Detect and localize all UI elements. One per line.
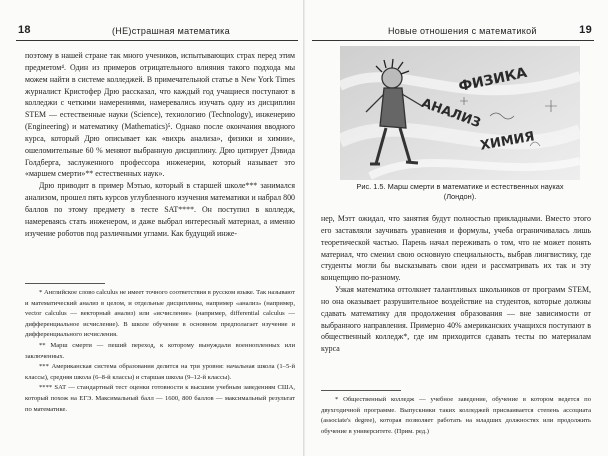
paragraph: поэтому в нашей стране так много учеников, испытывающих страх перед этим предметом⁴. Один из примеров отрицательного влияния такого подхода мы можем найти в системе колледжей. В примечательной статье в New York Times журналист Кристофер Дрю рассказал, что каждый год учащиеся поступают в колледжи с четкими намерениями, намеревались изучать одну из дисциплин STEM — естественные науки (Science), технологию (Technology), инженерию (Engineering) и математику (Mathematics)⁵. Однако после окончания вводного курса, который Дрю описывает как «вихрь анализа», физики и химии», ошеломительные 60 % меняют выбранную дисциплину. Дрю цитирует Дэвида Голдберга, заслуженного профессора инженерии, который называет это «маршем смерти»** естественных наук». bbox=[25, 51, 295, 179]
running-title-left: (НЕ)страшная математика bbox=[112, 26, 230, 36]
paragraph: Дрю приводит в пример Мэтью, который в старшей школе*** занимался анализом, прошел пять курсов углубленного изучения математики и набрал 800 баллов по этому предмету в тесте SAT****. Он поступил в колледж, намереваясь стать инженером, и даже выбрал интересный материал, а именно изучение роботов под различными углами. Как будущий инже- bbox=[25, 181, 295, 238]
page-number-right: 19 bbox=[579, 24, 592, 36]
right-running-head bbox=[312, 26, 594, 40]
footnote: * Общественный колледж — учебное заведение, обучение в котором ведется по двухгодичной программе. Выпускники таких колледжей присваивается степень ассоциата (associate's degree), которая позволяет работать на младших должностях или продолжить обучение в университете. (Прим. ред.) bbox=[321, 396, 591, 435]
footnote: ** Марш смерти — пеший переход, к которому вынуждали военнопленных или заключенных. bbox=[25, 341, 295, 360]
footnote: * Английское слово calculus не имеет точного соответствия в русском языке. Так называют и математический анализ в целом, и отдельные дисциплины, например «анализ» (например, vector calculus — векторный анализ) или «исчисление» (например, differential calculus — дифференциальное исчисление). В школе обучение в основном предполагает изучение и дифференциального исчисления. bbox=[25, 289, 295, 339]
paragraph: Узкая математика оттолкнет талантливых школьников от программ STEM, но она оказывает разрушительное воздействие на студентов, которые должны сдавать математику для продолжения образования — вне зависимости от выбранного направления. Примерно 40% американских учащихся поступают в общественный колледж*, где им приходится сдавать тесты по материалам курса bbox=[321, 285, 591, 354]
paragraph: нер, Мэтт ожидал, что занятия будут полностью прикладными. Вместо этого его заставляли заучивать уравнения и формулы, учеба ограничивалась лишь теоретической частью. Парень начал переживать о том, что не может понять материал, что сменил свою основную специальность, выбрав лингвистику, где студенты могли бы высказывать свои идеи и рассматривать их так и эту концепцию по-разному. bbox=[321, 214, 591, 283]
book-gutter bbox=[303, 0, 305, 456]
death-march-illustration bbox=[340, 46, 580, 180]
page-number-left: 18 bbox=[18, 24, 31, 36]
footnotes-left bbox=[25, 288, 295, 415]
header-rule-left bbox=[16, 40, 298, 41]
left-body-text bbox=[25, 50, 295, 240]
footnote: **** SAT — стандартный тест оценки готовности к высшим учебным заведениям США, который похож на ЕГЭ. Максимальный балл — 1600, 800 баллов — максимальный результат по математике. bbox=[25, 384, 295, 413]
left-page bbox=[16, 0, 298, 456]
word-chemistry: ХИМИЯ bbox=[479, 129, 536, 154]
footnote-rule-right bbox=[321, 390, 401, 391]
footnote-rule-left bbox=[25, 283, 105, 284]
left-running-head bbox=[16, 26, 298, 40]
right-body-text bbox=[321, 213, 591, 355]
footnote: *** Американская система образования делится на три уровня: начальная школа (1–5-й классы), средняя школа (6–8-й классы) и старшая школа (9–12-й классы). bbox=[25, 363, 295, 381]
footnote-right bbox=[321, 395, 591, 437]
running-title-right: Новые отношения с математикой bbox=[388, 26, 537, 36]
header-rule-right bbox=[312, 40, 594, 41]
word-analysis: АНАЛИЗ bbox=[419, 95, 483, 132]
word-physics: ФИЗИКА bbox=[457, 64, 529, 96]
figure-caption: Рис. 1.5. Марш смерти в математике и естественных науках (Лондон). bbox=[356, 182, 564, 201]
